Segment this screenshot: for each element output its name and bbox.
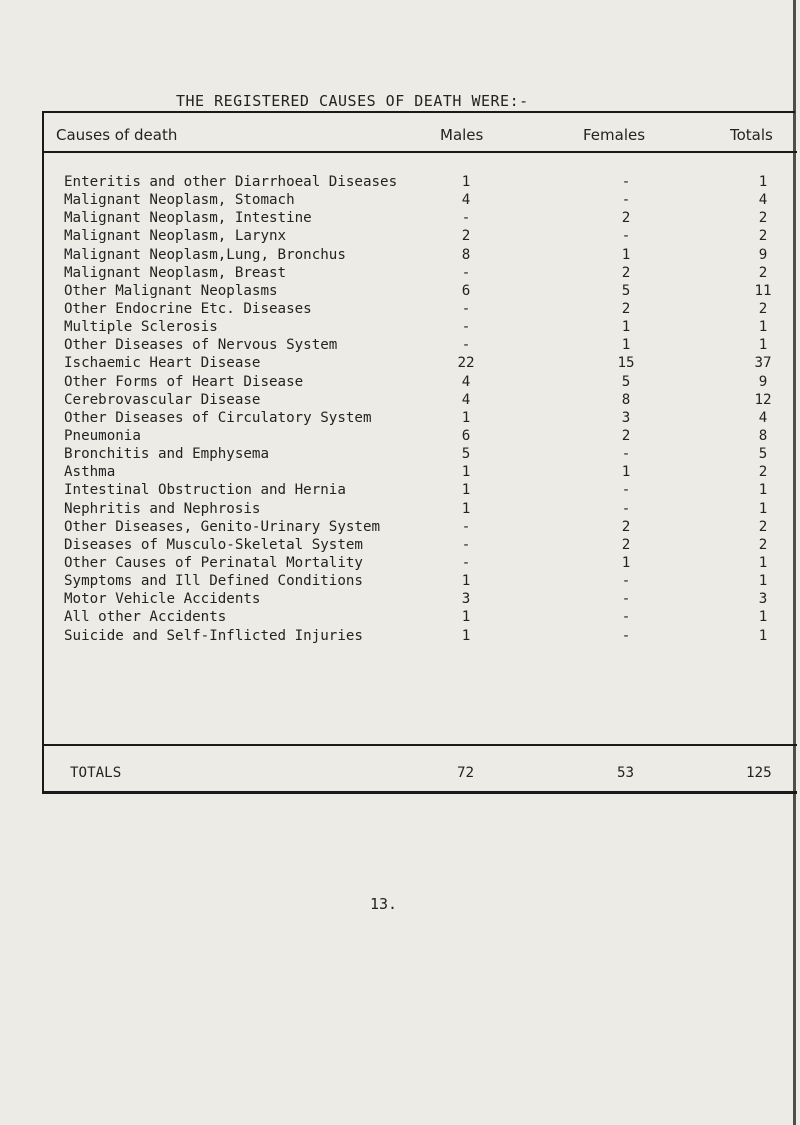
page-number: 13.	[370, 895, 398, 913]
cause-cell: Other Diseases of Circulatory System	[64, 409, 372, 426]
total-cell: 2	[758, 264, 768, 281]
total-cell: 2	[758, 210, 768, 227]
total-cell: 2	[758, 228, 768, 245]
males-cell: -	[461, 554, 471, 571]
table-row	[0, 590, 800, 608]
total-cell: 9	[758, 373, 768, 390]
females-cell: 2	[621, 300, 631, 317]
table-row	[0, 536, 800, 554]
females-cell: 5	[621, 282, 631, 299]
total-cell: 1	[758, 573, 768, 590]
females-cell: 1	[621, 319, 631, 336]
total-cell: 4	[758, 192, 768, 209]
females-cell: 5	[621, 373, 631, 390]
total-cell: 12	[754, 391, 772, 408]
females-cell: -	[621, 446, 631, 463]
column-header-females: Females	[583, 126, 646, 144]
cause-cell: Motor Vehicle Accidents	[64, 591, 261, 608]
total-cell: 9	[758, 246, 768, 263]
total-cell: 5	[758, 446, 768, 463]
females-cell: -	[621, 482, 631, 499]
total-cell: 1	[758, 174, 768, 190]
total-cell: 2	[758, 518, 768, 535]
total-cell: 1	[758, 482, 768, 499]
table-row	[0, 209, 800, 227]
cause-cell: Other Endocrine Etc. Diseases	[64, 300, 312, 317]
females-cell: -	[621, 174, 631, 190]
males-cell: 2	[461, 228, 471, 245]
table-row	[0, 173, 800, 191]
females-cell: -	[621, 228, 631, 245]
cause-cell: Malignant Neoplasm, Breast	[64, 264, 287, 281]
table-row	[0, 318, 800, 336]
males-cell: 6	[461, 282, 471, 299]
females-cell: 3	[621, 409, 631, 426]
totals-males: 72	[457, 765, 475, 781]
page-heading: THE REGISTERED CAUSES OF DEATH WERE:-	[176, 92, 529, 110]
cause-cell: Other Causes of Perinatal Mortality	[64, 554, 363, 571]
cause-cell: Suicide and Self-Inflicted Injuries	[64, 627, 363, 644]
females-cell: 8	[621, 391, 631, 408]
males-cell: -	[461, 264, 471, 281]
cause-cell: Malignant Neoplasm, Larynx	[64, 228, 287, 245]
totals-label: TOTALS	[70, 765, 122, 781]
total-cell: 1	[758, 319, 768, 336]
cause-cell: Pneumonia	[64, 427, 141, 444]
cause-cell: Other Diseases, Genito-Urinary System	[64, 518, 381, 535]
females-cell: -	[621, 591, 631, 608]
top-rule	[42, 111, 795, 113]
cause-cell: Cerebrovascular Disease	[64, 391, 261, 408]
males-cell: 4	[461, 373, 471, 390]
cause-cell: Bronchitis and Emphysema	[64, 446, 269, 463]
table-row	[0, 191, 800, 209]
column-header-totals: Totals	[730, 126, 773, 144]
table-row	[0, 246, 800, 264]
males-cell: 1	[461, 627, 471, 644]
column-header-males: Males	[440, 126, 484, 144]
table-row	[0, 445, 800, 463]
cause-cell: Symptoms and Ill Defined Conditions	[64, 573, 363, 590]
females-cell: 15	[617, 355, 635, 372]
females-cell: -	[621, 192, 631, 209]
males-cell: 6	[461, 427, 471, 444]
table-row	[0, 354, 800, 372]
males-cell: 1	[461, 573, 471, 590]
table-row	[0, 227, 800, 245]
table-row	[0, 300, 800, 318]
table-row	[0, 627, 800, 645]
males-cell: -	[461, 210, 471, 227]
males-cell: 4	[461, 192, 471, 209]
table-row	[0, 481, 800, 499]
table-row	[0, 518, 800, 536]
males-cell: 1	[461, 174, 471, 190]
total-cell: 1	[758, 500, 768, 517]
bottom-rule	[42, 791, 797, 794]
females-cell: 1	[621, 246, 631, 263]
females-cell: 1	[621, 464, 631, 481]
table-row	[0, 336, 800, 354]
table-row	[0, 409, 800, 427]
cause-cell: Diseases of Musculo-Skeletal System	[64, 536, 363, 553]
females-cell: 2	[621, 427, 631, 444]
males-cell: 1	[461, 609, 471, 626]
header-rule	[42, 151, 797, 153]
cause-cell: Intestinal Obstruction and Hernia	[64, 482, 346, 499]
total-cell: 1	[758, 337, 768, 354]
males-cell: -	[461, 319, 471, 336]
cause-cell: Other Diseases of Nervous System	[64, 337, 338, 354]
table-row	[0, 500, 800, 518]
males-cell: 1	[461, 482, 471, 499]
females-cell: 1	[621, 337, 631, 354]
females-cell: -	[621, 609, 631, 626]
cause-cell: Nephritis and Nephrosis	[64, 500, 261, 517]
table-row	[0, 463, 800, 481]
males-cell: -	[461, 518, 471, 535]
table-row	[0, 373, 800, 391]
males-cell: 1	[461, 464, 471, 481]
males-cell: 5	[461, 446, 471, 463]
males-cell: 4	[461, 391, 471, 408]
females-cell: 2	[621, 210, 631, 227]
males-cell: 22	[457, 355, 475, 372]
males-cell: 1	[461, 500, 471, 517]
females-cell: 2	[621, 536, 631, 553]
cause-cell: Other Forms of Heart Disease	[64, 373, 304, 390]
total-cell: 11	[754, 282, 772, 299]
females-cell: 2	[621, 264, 631, 281]
males-cell: -	[461, 300, 471, 317]
total-cell: 37	[754, 355, 772, 372]
cause-cell: Asthma	[64, 464, 116, 481]
total-cell: 3	[758, 591, 768, 608]
males-cell: -	[461, 337, 471, 354]
column-header-cause: Causes of death	[56, 126, 178, 144]
males-cell: 8	[461, 246, 471, 263]
cause-cell: Ischaemic Heart Disease	[64, 355, 261, 372]
females-cell: -	[621, 500, 631, 517]
females-cell: 2	[621, 518, 631, 535]
table-row	[0, 391, 800, 409]
males-cell: -	[461, 536, 471, 553]
total-cell: 2	[758, 300, 768, 317]
table-row	[0, 608, 800, 626]
females-cell: 1	[621, 554, 631, 571]
females-cell: -	[621, 627, 631, 644]
cause-cell: Other Malignant Neoplasms	[64, 282, 278, 299]
total-cell: 4	[758, 409, 768, 426]
cause-cell: Enteritis and other Diarrhoeal Diseases	[64, 174, 398, 190]
table-row	[0, 282, 800, 300]
total-cell: 8	[758, 427, 768, 444]
table-row	[0, 427, 800, 445]
cause-cell: All other Accidents	[64, 609, 227, 626]
table-row	[0, 554, 800, 572]
males-cell: 1	[461, 409, 471, 426]
totals-grand-total: 125	[746, 765, 772, 781]
males-cell: 3	[461, 591, 471, 608]
total-cell: 1	[758, 554, 768, 571]
table-row	[0, 572, 800, 590]
total-cell: 1	[758, 609, 768, 626]
table-row	[0, 264, 800, 282]
total-cell: 2	[758, 536, 768, 553]
cause-cell: Malignant Neoplasm, Intestine	[64, 210, 312, 227]
totals-females: 53	[617, 765, 635, 781]
cause-cell: Malignant Neoplasm, Stomach	[64, 192, 295, 209]
total-cell: 2	[758, 464, 768, 481]
total-cell: 1	[758, 627, 768, 644]
cause-cell: Multiple Sclerosis	[64, 319, 218, 336]
cause-cell: Malignant Neoplasm,Lung, Bronchus	[64, 246, 346, 263]
causes-table-body	[0, 173, 800, 645]
totals-top-rule	[42, 744, 797, 746]
females-cell: -	[621, 573, 631, 590]
